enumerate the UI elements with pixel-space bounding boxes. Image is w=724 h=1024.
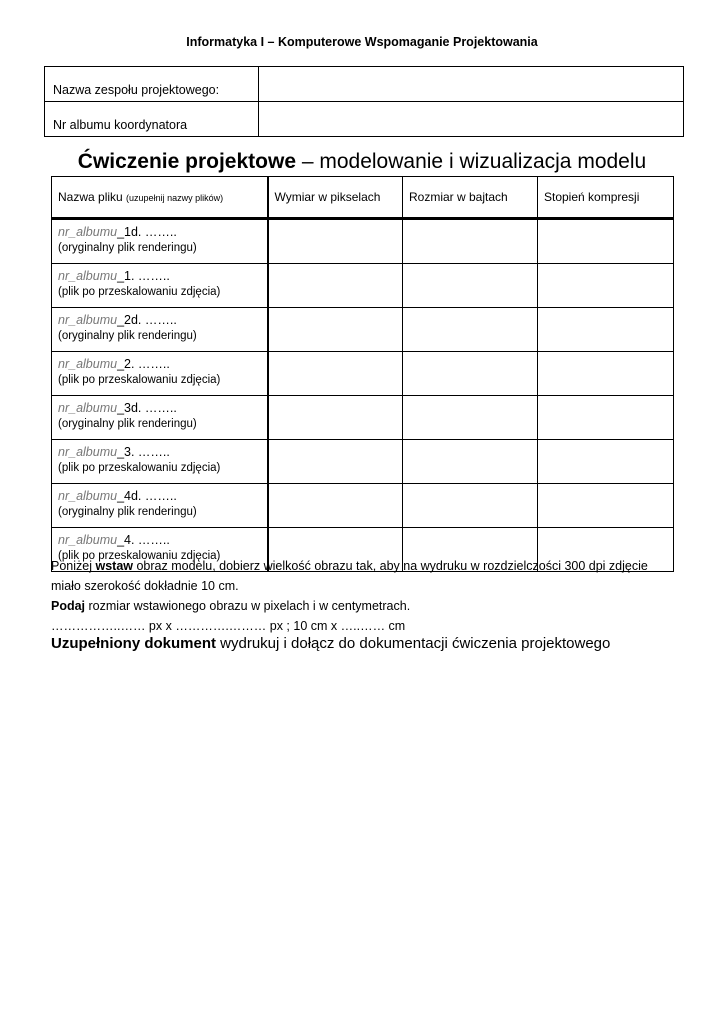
team-row xyxy=(45,67,684,102)
table-row xyxy=(52,396,674,440)
file-description: (oryginalny plik renderingu) xyxy=(58,330,197,342)
compression-cell[interactable] xyxy=(538,396,674,440)
file-prefix: nr_albumu xyxy=(58,533,118,547)
instruction-insert-post: obraz modelu, dobierz wielkość obrazu tak, aby na wydruku w rozdzielczości 300 dpi zdjęcie miało szerokość dokładnie 10 cm. xyxy=(51,559,648,593)
file-suffix: _4d. …….. xyxy=(117,489,177,503)
file-description: (plik po przeskalowaniu zdjęcia) xyxy=(58,374,221,386)
file-prefix: nr_albumu xyxy=(58,313,118,327)
section-title-bold: Ćwiczenie projektowe xyxy=(77,150,297,173)
file-prefix: nr_albumu xyxy=(58,269,118,283)
file-suffix: _2. …….. xyxy=(117,357,170,371)
table-row xyxy=(52,440,674,484)
file-suffix: _2d. …….. xyxy=(117,313,177,327)
file-suffix: _1. …….. xyxy=(117,269,170,283)
compression-cell[interactable] xyxy=(538,484,674,528)
file-name-cell[interactable] xyxy=(52,219,268,264)
size-cell[interactable] xyxy=(403,264,538,308)
table-row xyxy=(52,352,674,396)
compression-cell[interactable] xyxy=(538,352,674,396)
files-table-header xyxy=(52,177,674,219)
album-label: Nr albumu koordynatora xyxy=(45,102,259,137)
album-value-field[interactable] xyxy=(259,102,684,137)
compression-cell[interactable] xyxy=(538,440,674,484)
file-prefix: nr_albumu xyxy=(58,357,118,371)
size-cell[interactable] xyxy=(403,484,538,528)
compression-cell[interactable] xyxy=(538,264,674,308)
file-suffix: _4. …….. xyxy=(117,533,170,547)
team-info-table xyxy=(44,66,684,137)
file-suffix: _3. …….. xyxy=(117,445,170,459)
compression-cell[interactable] xyxy=(538,219,674,264)
dimensions-cell[interactable] xyxy=(268,219,403,264)
table-row xyxy=(52,264,674,308)
col-header-size: Rozmiar w bajtach xyxy=(403,177,538,219)
final-instruction-bold: Uzupełniony dokument xyxy=(51,635,216,652)
size-cell[interactable] xyxy=(403,440,538,484)
file-prefix: nr_albumu xyxy=(58,445,118,459)
size-cell[interactable] xyxy=(403,219,538,264)
instruction-size-bold: Podaj xyxy=(51,599,86,613)
dimensions-cell[interactable] xyxy=(268,396,403,440)
instruction-insert xyxy=(51,556,671,596)
file-name-cell[interactable] xyxy=(52,396,268,440)
file-prefix: nr_albumu xyxy=(58,489,118,503)
file-description: (oryginalny plik renderingu) xyxy=(58,506,197,518)
file-name xyxy=(58,357,261,372)
file-name-cell[interactable] xyxy=(52,264,268,308)
final-instruction xyxy=(51,635,691,652)
section-title xyxy=(0,150,724,174)
size-cell[interactable] xyxy=(403,352,538,396)
file-suffix: _3d. …….. xyxy=(117,401,177,415)
file-name xyxy=(58,225,261,240)
album-row xyxy=(45,102,684,137)
file-prefix: nr_albumu xyxy=(58,225,118,239)
col-header-dimensions: Wymiar w pikselach xyxy=(268,177,403,219)
file-description: (oryginalny plik renderingu) xyxy=(58,418,197,430)
section-title-rest: – modelowanie i wizualizacja modelu xyxy=(296,150,647,173)
size-fill-line: ……………..…… px x ………….……… px ; 10 cm x …..…… cm xyxy=(51,619,406,633)
file-description: (plik po przeskalowaniu zdjęcia) xyxy=(58,462,221,474)
dimensions-cell[interactable] xyxy=(268,308,403,352)
table-row xyxy=(52,219,674,264)
table-row xyxy=(52,308,674,352)
col-header-name xyxy=(52,177,268,219)
instruction-insert-bold: wstaw xyxy=(95,559,133,573)
file-name xyxy=(58,489,261,504)
table-row xyxy=(52,484,674,528)
file-name xyxy=(58,401,261,416)
dimensions-cell[interactable] xyxy=(268,352,403,396)
dimensions-cell[interactable] xyxy=(268,440,403,484)
team-label: Nazwa zespołu projektowego: xyxy=(45,67,259,102)
size-cell[interactable] xyxy=(403,396,538,440)
file-name-cell[interactable] xyxy=(52,484,268,528)
instruction-insert-pre: Poniżej xyxy=(51,559,96,573)
file-name-cell[interactable] xyxy=(52,352,268,396)
instruction-size-post: rozmiar wstawionego obrazu w pixelach i w centymetrach. xyxy=(85,599,411,613)
file-suffix: _1d. …….. xyxy=(117,225,177,239)
final-instruction-post: wydrukuj i dołącz do dokumentacji ćwiczenia projektowego xyxy=(216,635,611,652)
file-name-cell[interactable] xyxy=(52,440,268,484)
file-description: (plik po przeskalowaniu zdjęcia) xyxy=(58,550,221,562)
col-header-name-label: Nazwa pliku xyxy=(58,190,123,204)
file-name xyxy=(58,533,261,548)
file-description: (oryginalny plik renderingu) xyxy=(58,242,197,254)
file-name xyxy=(58,445,261,460)
team-value-field[interactable] xyxy=(259,67,684,102)
dimensions-cell[interactable] xyxy=(268,484,403,528)
file-name-cell[interactable] xyxy=(52,308,268,352)
col-header-compression: Stopień kompresji xyxy=(538,177,674,219)
document-header: Informatyka I – Komputerowe Wspomaganie Projektowania xyxy=(186,35,538,49)
compression-cell[interactable] xyxy=(538,308,674,352)
col-header-name-hint: (uzupełnij nazwy plików) xyxy=(126,193,224,203)
file-name xyxy=(58,269,261,284)
dimensions-cell[interactable] xyxy=(268,264,403,308)
file-prefix: nr_albumu xyxy=(58,401,118,415)
size-cell[interactable] xyxy=(403,308,538,352)
file-description: (plik po przeskalowaniu zdjęcia) xyxy=(58,286,221,298)
file-name xyxy=(58,313,261,328)
instruction-size xyxy=(51,596,671,616)
instructions xyxy=(51,556,671,636)
files-table xyxy=(51,176,674,572)
